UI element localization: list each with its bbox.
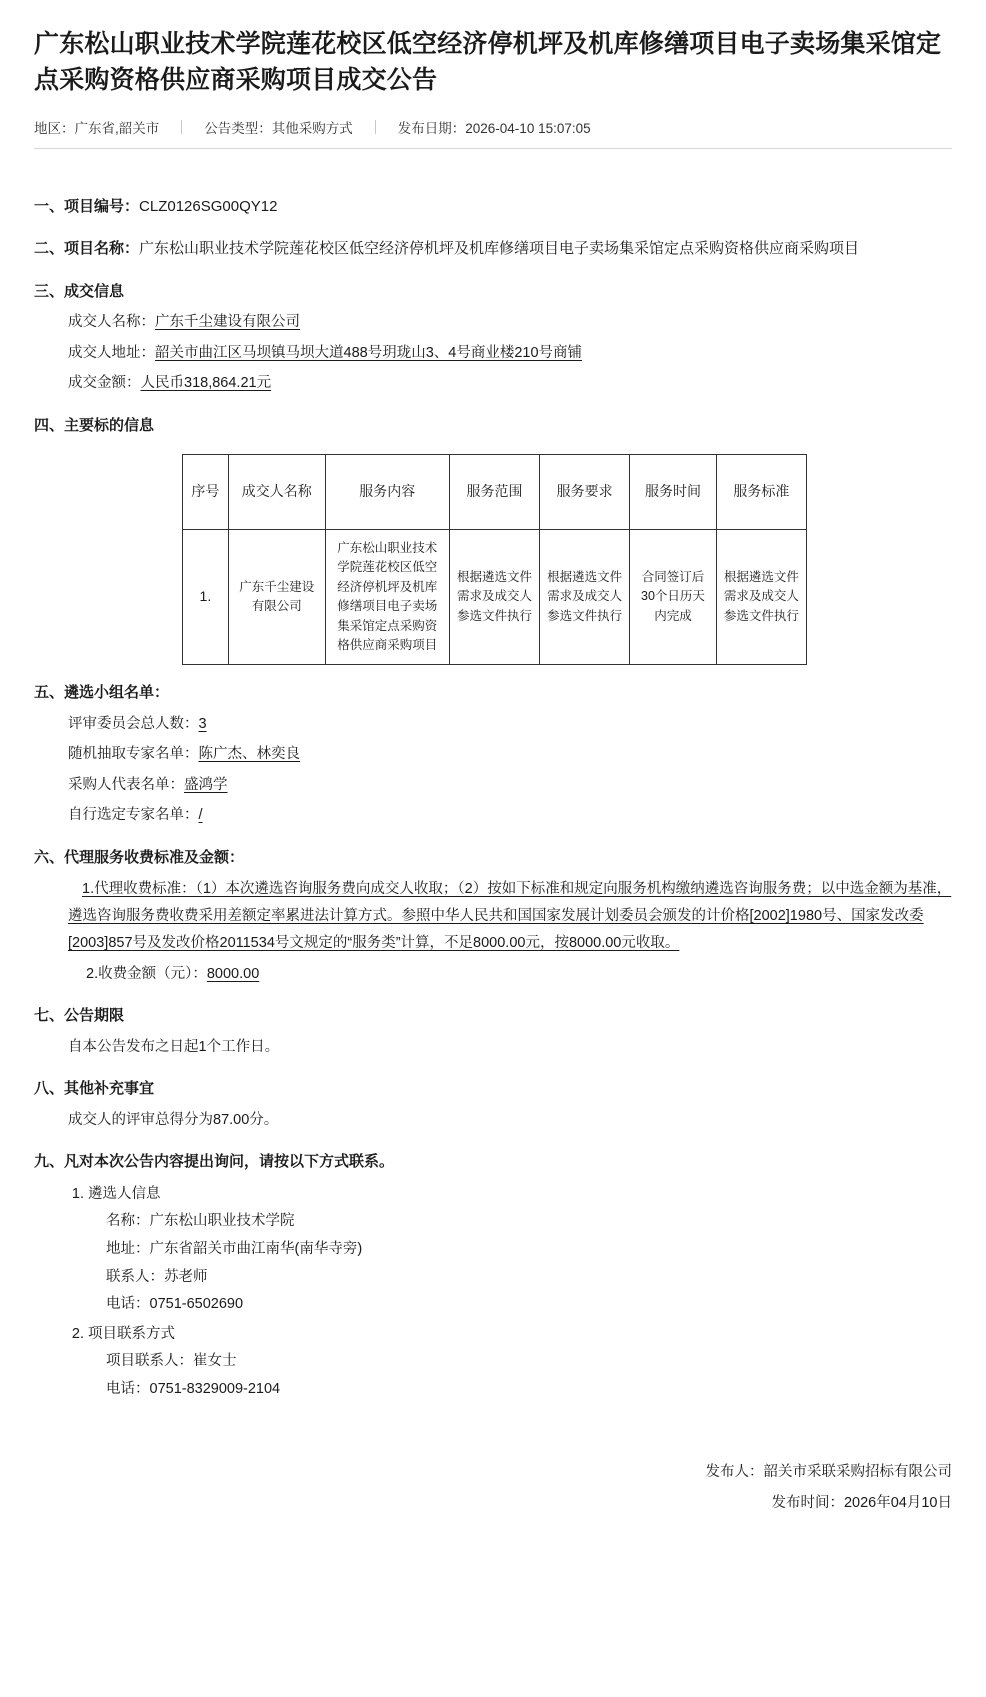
table-row (183, 530, 807, 665)
agency-fee-amount-label: 2.收费金额（元）： (86, 965, 207, 982)
th-service-scope: 服务范围 (449, 455, 539, 530)
section-7-num: 七、 (34, 1007, 65, 1025)
contact-name-label: 名称： (106, 1213, 150, 1230)
meta-region-value: 广东省,韶关市 (74, 120, 160, 136)
panel-random-experts-value: 陈广杰、林奕良 (198, 746, 300, 763)
td-supplier-name: 广东千尘建设有限公司 (228, 530, 325, 665)
contact-address-value: 广东省韶关市曲江南华(南华寺旁) (149, 1241, 363, 1257)
table-body (183, 530, 807, 665)
project-contact-phone-label: 电话： (106, 1380, 150, 1397)
panel-selected-experts-row (34, 802, 952, 830)
section-5-label: 遴选小组名单： (64, 684, 170, 702)
award-supplier-address-label: 成交人地址： (68, 344, 155, 361)
meta-notice-type (204, 117, 353, 137)
document-body (0, 149, 986, 1404)
contact-person-row (88, 1264, 952, 1292)
th-service-content: 服务内容 (325, 455, 449, 530)
td-service-requirement: 根据遴选文件需求及成交人参选文件执行 (540, 530, 630, 665)
section-other-matters (34, 1075, 952, 1104)
award-supplier-name-label: 成交人名称： (68, 314, 155, 330)
section-2-label: 项目名称： (64, 240, 140, 257)
contact-phone-value: 0751-6502690 (149, 1296, 244, 1313)
table-head (183, 455, 807, 530)
footer-publisher-label: 发布人： (705, 1464, 764, 1481)
section-contact (34, 1148, 952, 1177)
section-5-num: 五、 (34, 684, 65, 702)
th-service-time: 服务时间 (630, 455, 717, 530)
section-1-label: 项目编号： (64, 197, 140, 215)
panel-buyer-reps-label: 采购人代表名单： (68, 776, 184, 793)
section-agency-fee (34, 844, 952, 873)
meta-notice-type-value: 其他采购方式 (271, 120, 353, 136)
section-6-label: 代理服务收费标准及金额： (64, 848, 245, 866)
section-1-num: 一、 (34, 197, 65, 215)
panel-total-count-row (34, 711, 952, 739)
section-4-num: 四、 (34, 416, 65, 434)
contact-name-value: 广东松山职业技术学院 (149, 1213, 295, 1230)
section-8-num: 八、 (34, 1080, 65, 1098)
project-contact-group-title: 项目联系方式 (88, 1325, 175, 1342)
contact-person-value: 苏老师 (164, 1268, 208, 1285)
other-matters-text: 成交人的评审总得分为87.00分。 (68, 1111, 279, 1128)
td-service-content: 广东松山职业技术学院莲花校区低空经济停机坪及机库修缮项目电子卖场集采馆定点采购资格供应商采购项目 (325, 530, 449, 665)
th-service-standard: 服务标准 (716, 455, 806, 530)
section-6-num: 六、 (34, 848, 65, 866)
td-seq: 1. (183, 530, 229, 665)
th-supplier-name: 成交人名称 (228, 455, 325, 530)
project-contact-phone-value: 0751-8329009-2104 (149, 1380, 281, 1397)
footer-publisher-value: 韶关市采联采购招标有限公司 (763, 1464, 952, 1481)
td-service-standard: 根据遴选文件需求及成交人参选文件执行 (716, 530, 806, 665)
section-2-value: 广东松山职业技术学院莲花校区低空经济停机坪及机库修缮项目电子卖场集采馆定点采购资格供应商采购项目 (139, 240, 860, 257)
section-9-num: 九、 (34, 1153, 65, 1171)
section-award-info (34, 278, 952, 307)
agency-fee-amount-row (34, 961, 952, 989)
section-project-name (34, 235, 952, 264)
panel-buyer-reps-value: 盛鸿学 (184, 776, 228, 793)
contact-list (34, 1181, 952, 1403)
list-item (88, 1181, 952, 1319)
contact-phone-label: 电话： (106, 1296, 150, 1313)
contact-person-label: 联系人： (106, 1268, 164, 1285)
meta-bar (34, 117, 952, 149)
section-main-subject-info (34, 412, 952, 441)
award-amount-value: 人民币318,864.21元 (140, 375, 272, 392)
panel-selected-experts-value: / (198, 807, 203, 824)
main-subject-table (182, 454, 807, 665)
contact-address-row (88, 1236, 952, 1264)
project-contact-person-value: 崔女士 (193, 1353, 237, 1370)
meta-notice-type-label: 公告类型： (204, 120, 272, 136)
meta-region-label: 地区： (34, 120, 75, 136)
section-3-num: 三、 (34, 282, 65, 300)
footer-time-row (34, 1488, 952, 1518)
panel-total-count-value: 3 (198, 715, 207, 732)
th-seq: 序号 (183, 455, 229, 530)
section-notice-period (34, 1002, 952, 1031)
panel-random-experts-label: 随机抽取专家名单： (68, 746, 199, 763)
project-contact-phone-row (88, 1376, 952, 1404)
meta-divider-1 (181, 120, 182, 134)
list-item (88, 1321, 952, 1404)
award-supplier-address-row (34, 340, 952, 368)
section-2-num: 二、 (34, 240, 65, 257)
section-8-label: 其他补充事宜 (64, 1080, 155, 1098)
project-contact-person-row (88, 1348, 952, 1376)
award-supplier-name-row (34, 309, 952, 337)
table-header-row (183, 455, 807, 530)
contact-phone-row (88, 1291, 952, 1319)
document-footer (34, 1457, 952, 1518)
agency-fee-amount-value: 8000.00 (206, 965, 260, 982)
award-supplier-name-value: 广东千尘建设有限公司 (155, 314, 300, 330)
contact-group-title: 遴选人信息 (88, 1185, 161, 1202)
meta-region (34, 117, 159, 137)
title-block (0, 0, 986, 99)
meta-publish-label: 发布日期： (397, 120, 466, 136)
panel-buyer-reps-row (34, 772, 952, 800)
meta-publish-value: 2026-04-10 15:07:05 (465, 120, 591, 136)
page-title: 广东松山职业技术学院莲花校区低空经济停机坪及机库修缮项目电子卖场集采馆定点采购资格供应商采购项目成交公告 (34, 30, 942, 95)
panel-selected-experts-label: 自行选定专家名单： (68, 807, 199, 824)
meta-divider-2 (375, 120, 376, 134)
th-service-requirement: 服务要求 (540, 455, 630, 530)
footer-time-value: 2026年04月10日 (843, 1494, 952, 1511)
award-supplier-address-value: 韶关市曲江区马坝镇马坝大道488号玥珑山3、4号商业楼210号商铺 (155, 344, 583, 361)
section-selection-panel (34, 679, 952, 708)
section-9-label: 凡对本次公告内容提出询问，请按以下方式联系。 (64, 1153, 395, 1171)
contact-name-row (88, 1208, 952, 1236)
section-7-label: 公告期限 (64, 1007, 125, 1025)
award-amount-row (34, 370, 952, 398)
td-service-time: 合同签订后30个日历天内完成 (630, 530, 717, 665)
section-1-value: CLZ0126SG00QY12 (139, 197, 278, 215)
meta-publish-date (398, 117, 591, 137)
section-3-label: 成交信息 (64, 282, 125, 300)
award-amount-label: 成交金额： (68, 375, 141, 392)
td-service-scope: 根据遴选文件需求及成交人参选文件执行 (449, 530, 539, 665)
section-project-number (34, 193, 952, 222)
notice-period-text: 自本公告发布之日起1个工作日。 (68, 1038, 280, 1055)
project-contact-person-label: 项目联系人： (106, 1353, 193, 1370)
contact-address-label: 地址： (106, 1241, 150, 1257)
footer-publisher-row (34, 1457, 952, 1487)
panel-total-count-label: 评审委员会总人数： (68, 715, 199, 732)
agency-fee-standard-text: 1.代理收费标准：（1）本次遴选咨询服务费向成交人收取；（2）按如下标准和规定向服务机构缴纳遴选咨询服务费；以中选金额为基准，遴选咨询服务费收费采用差额定率累进法计算方式。参照中华人民共和国国家发展计划委员会颁发的计价格[2002]1980号、国家发改委[2003]857号及发改价格2011534号文规定的“服务类”计算，不足8000.00元，按8000.00元收取。 (68, 881, 952, 951)
section-4-label: 主要标的信息 (64, 416, 155, 434)
footer-time-label: 发布时间： (771, 1494, 844, 1511)
panel-random-experts-row (34, 741, 952, 769)
